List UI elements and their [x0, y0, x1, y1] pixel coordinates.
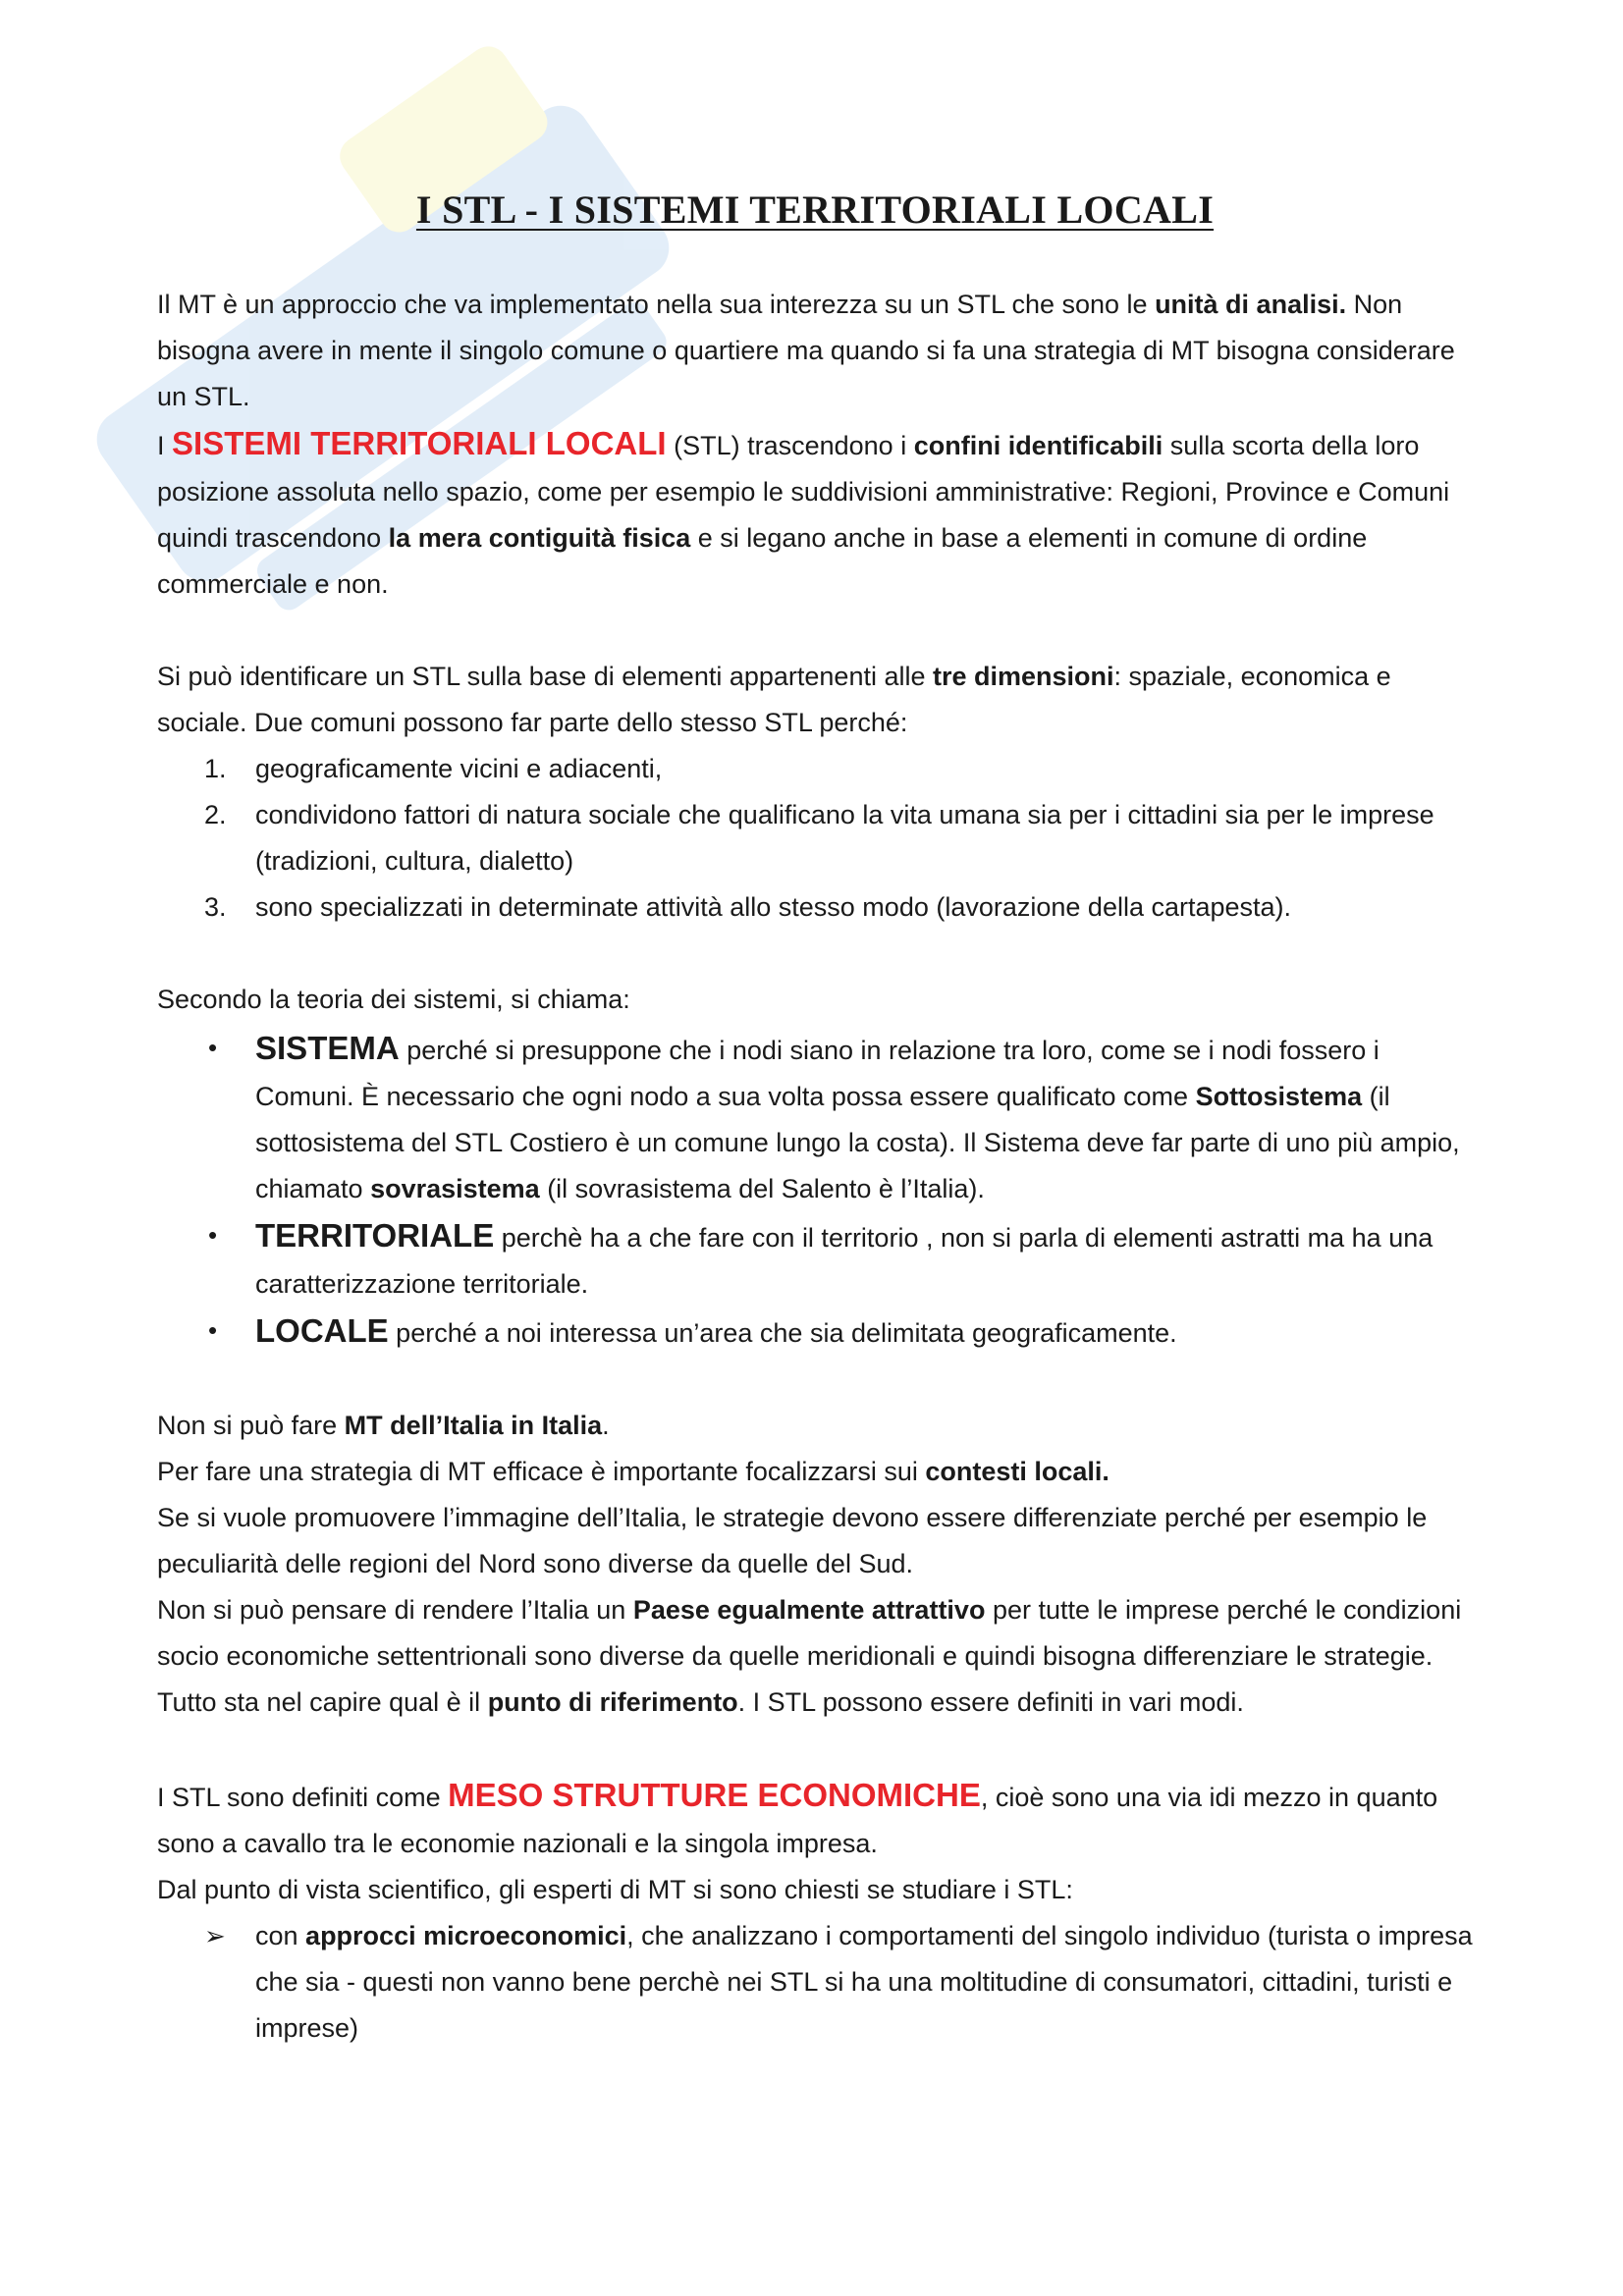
paragraph-immagine-italia: Se si vuole promuovere l’immagine dell’Italia, le strategie devono essere differenziate perché per esempio le peculiarità delle regioni del Nord sono diverse da quelle del Sud.: [157, 1503, 1428, 1578]
bullet-icon: •: [208, 1033, 218, 1062]
paragraph-contesti-locali: Per fare una strategia di MT efficace è importante focalizzarsi sui contesti locali.: [157, 1457, 1109, 1486]
paragraph-mt-italia: Non si può fare MT dell’Italia in Italia.: [157, 1411, 610, 1440]
bullet-icon: •: [208, 1315, 218, 1345]
paragraph-paese-attrattivo: Non si può pensare di rendere l’Italia un Paese egualmente attrattivo per tutte le imprese perché le condizioni socio economiche settentrionali sono diverse da quelle meridionali e quindi bisogna differenziare le strategie. Tutto sta nel capire qual è il punto di riferimento. I STL possono essere definiti in vari modi.: [157, 1595, 1462, 1717]
list-item: 1. geograficamente vicini e adiacenti,: [204, 754, 663, 783]
page-title: I STL - I SISTEMI TERRITORIALI LOCALI: [415, 187, 1215, 232]
document-page: [157, 187, 1473, 2052]
paragraph-systems-theory: Secondo la teoria dei sistemi, si chiama:: [157, 985, 630, 1014]
paragraph-punto-di-vista: Dal punto di vista scientifico, gli esperti di MT si sono chiesti se studiare i STL:: [157, 1875, 1073, 1904]
list-item: 3. sono specializzati in determinate attività allo stesso modo (lavorazione della cartapesta).: [204, 892, 1292, 922]
paragraph-intro: Il MT è un approccio che va implementato nella sua interezza su un STL che sono le unità di analisi. Non bisogna avere in mente il singolo comune o quartiere ma quando si fa una strategia di MT bisogna considerare un STL.: [157, 290, 1455, 411]
arrow-bullet-icon: ➢: [204, 1921, 226, 1950]
list-item: • LOCALE perché a noi interessa un’area che sia delimitata geograficamente.: [157, 1308, 1473, 1357]
list-item: • SISTEMA perché si presuppone che i nodi siano in relazione tra loro, come se i nodi fossero i Comuni. È necessario che ogni nodo a sua volta possa essere qualificato come Sottosistema (il sottosistema del STL Costiero è un comune lungo la costa). Il Sistema deve far parte di uno più ampio, chiamato sovrasistema (il sovrasistema del Salento è l’Italia).: [157, 1025, 1473, 1212]
numbered-list: [157, 746, 1473, 931]
bullet-list: [157, 1025, 1473, 1357]
bullet-icon: •: [208, 1220, 218, 1250]
highlight-meso-strutture-economiche: MESO STRUTTURE ECONOMICHE: [448, 1777, 981, 1813]
list-item: 2. condividono fattori di natura sociale che qualificano la vita umana sia per i cittadini sia per le imprese (tradizioni, cultura, dialetto): [204, 800, 1434, 876]
paragraph-meso-strutture: I STL sono definiti come MESO STRUTTURE ECONOMICHE, cioè sono una via idi mezzo in quanto sono a cavallo tra le economie nazionali e la singola impresa.: [157, 1777, 1438, 1858]
list-item: ➢ con approcci microeconomici, che analizzano i comportamenti del singolo individuo (turista o impresa che sia - questi non vanno bene perchè nei STL si ha una moltitudine di consumatori, cittadini, turisti e imprese): [157, 1913, 1473, 2052]
list-item: • TERRITORIALE perchè ha a che fare con il territorio , non si parla di elementi astratti ma ha una caratterizzazione territoriale.: [157, 1212, 1473, 1308]
paragraph-dimensions: Si può identificare un STL sulla base di elementi appartenenti alle tre dimensioni: spaziale, economica e sociale. Due comuni possono far parte dello stesso STL perché:: [157, 662, 1391, 737]
highlight-sistemi-territoriali-locali: SISTEMI TERRITORIALI LOCALI: [172, 425, 667, 461]
arrow-list: [157, 1913, 1473, 2052]
paragraph-stl-definition: I SISTEMI TERRITORIALI LOCALI (STL) trascendono i confini identificabili sulla scorta della loro posizione assoluta nello spazio, come per esempio le suddivisioni amministrative: Regioni, Province e Comuni quindi trascendono la mera contiguità fisica e si legano anche in base a elementi in comune di ordine commerciale e non.: [157, 425, 1450, 599]
